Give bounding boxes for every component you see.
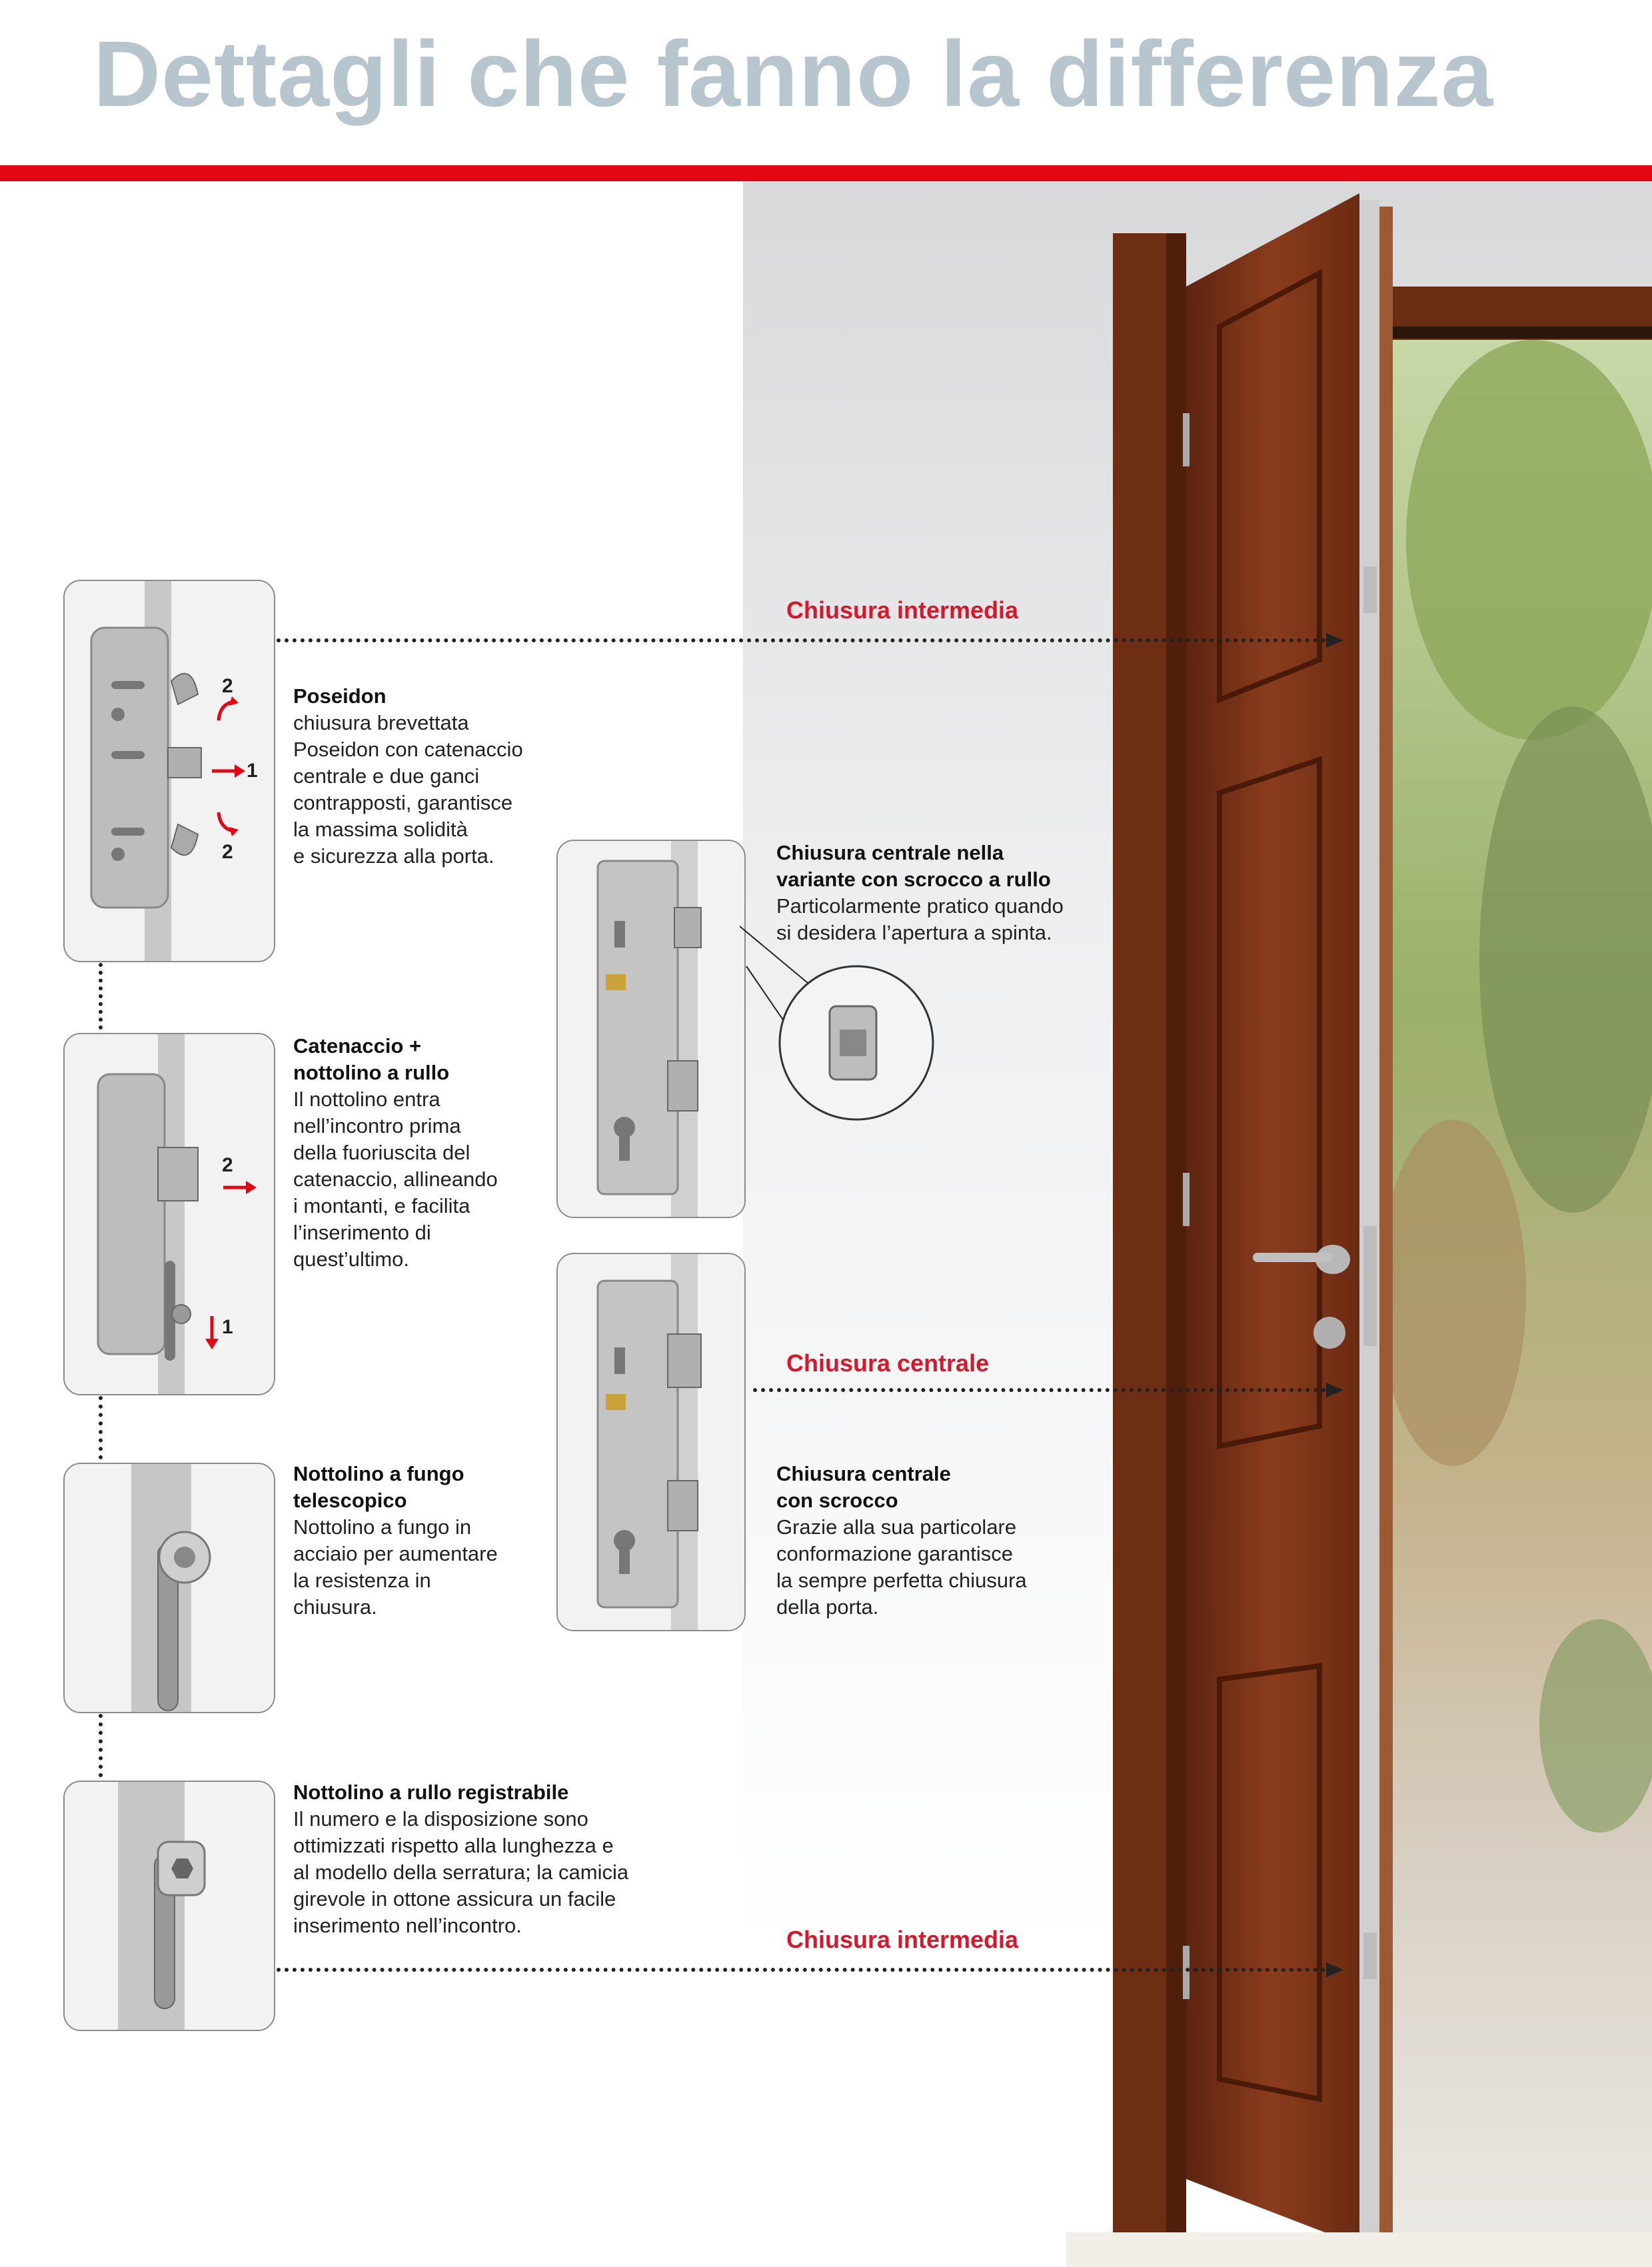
red-rule <box>0 165 1652 181</box>
arrow-down-icon <box>204 1316 220 1349</box>
arrowhead-icon <box>1326 1962 1343 1977</box>
catenaccio-number-top: 2 <box>222 1154 233 1176</box>
poseidon-number-top: 2 <box>222 675 233 697</box>
arrow-right-icon <box>223 1179 257 1195</box>
fungo-text: Nottolino a fungo telescopico Nottolino a fungo in acciaio per aumentare la resistenza in chiusura. <box>293 1462 498 1619</box>
poseidon-number-mid: 1 <box>247 760 258 782</box>
door-photo <box>1066 193 1652 2267</box>
centrale-rullo-text: Chiusura centrale nella variante con scrocco a rullo Particolarmente pratico quando si desidera l’apertura a spinta. <box>776 841 1064 944</box>
leader-line-centrale <box>753 1388 1326 1392</box>
connector-dots <box>99 963 103 1030</box>
arrowhead-icon <box>1326 633 1343 648</box>
centrale-rullo-image <box>556 840 746 1218</box>
rullo-registrabile-text: Nottolino a rullo registrabile Il numero e la disposizione sono ottimizzati rispetto alla lunghezza e al modello della serratura; la camicia girevole in ottone assicura un facile inserimento nell’incontro. <box>293 1781 629 1937</box>
connector-dots <box>99 1396 103 1459</box>
poseidon-number-bottom: 2 <box>222 841 233 863</box>
poseidon-heading: Poseidon <box>293 684 387 708</box>
curved-arrow-down-icon <box>213 810 240 836</box>
catenaccio-number-bottom: 1 <box>222 1316 233 1338</box>
curved-arrow-up-icon <box>213 696 240 723</box>
fungo-image <box>63 1463 275 1713</box>
centrale-scrocco-text: Chiusura centrale con scrocco Grazie alla sua particolare conformazione garantisce la sempre perfetta chiusura della porta. <box>776 1462 1027 1619</box>
label-chiusura-intermedia-top: Chiusura intermedia <box>786 596 1019 624</box>
leader-line-top <box>277 638 1326 642</box>
rullo-registrabile-image <box>63 1781 275 2031</box>
label-chiusura-intermedia-bottom: Chiusura intermedia <box>786 1926 1019 1953</box>
connector-dots <box>99 1714 103 1777</box>
arrowhead-icon <box>1326 1383 1343 1397</box>
arrow-right-icon <box>212 763 245 779</box>
label-chiusura-centrale: Chiusura centrale <box>786 1349 990 1377</box>
leader-line-bottom <box>277 1968 1326 1972</box>
catenaccio-text: Catenaccio + nottolino a rullo Il nottolino entra nell’incontro prima della fuoriuscita del catenaccio, allineando i montanti, e facilita l’inserimento di quest’ultimo. <box>293 1034 498 1271</box>
page-title: Dettagli che fanno la differenza <box>93 21 1494 126</box>
poseidon-text: Poseidon chiusura brevettata Poseidon con catenaccio centrale e due ganci contrapposti, garantisce la massima solidità e sicurezza alla porta. <box>293 683 533 870</box>
centrale-scrocco-image <box>556 1253 746 1631</box>
catenaccio-image <box>63 1033 275 1395</box>
